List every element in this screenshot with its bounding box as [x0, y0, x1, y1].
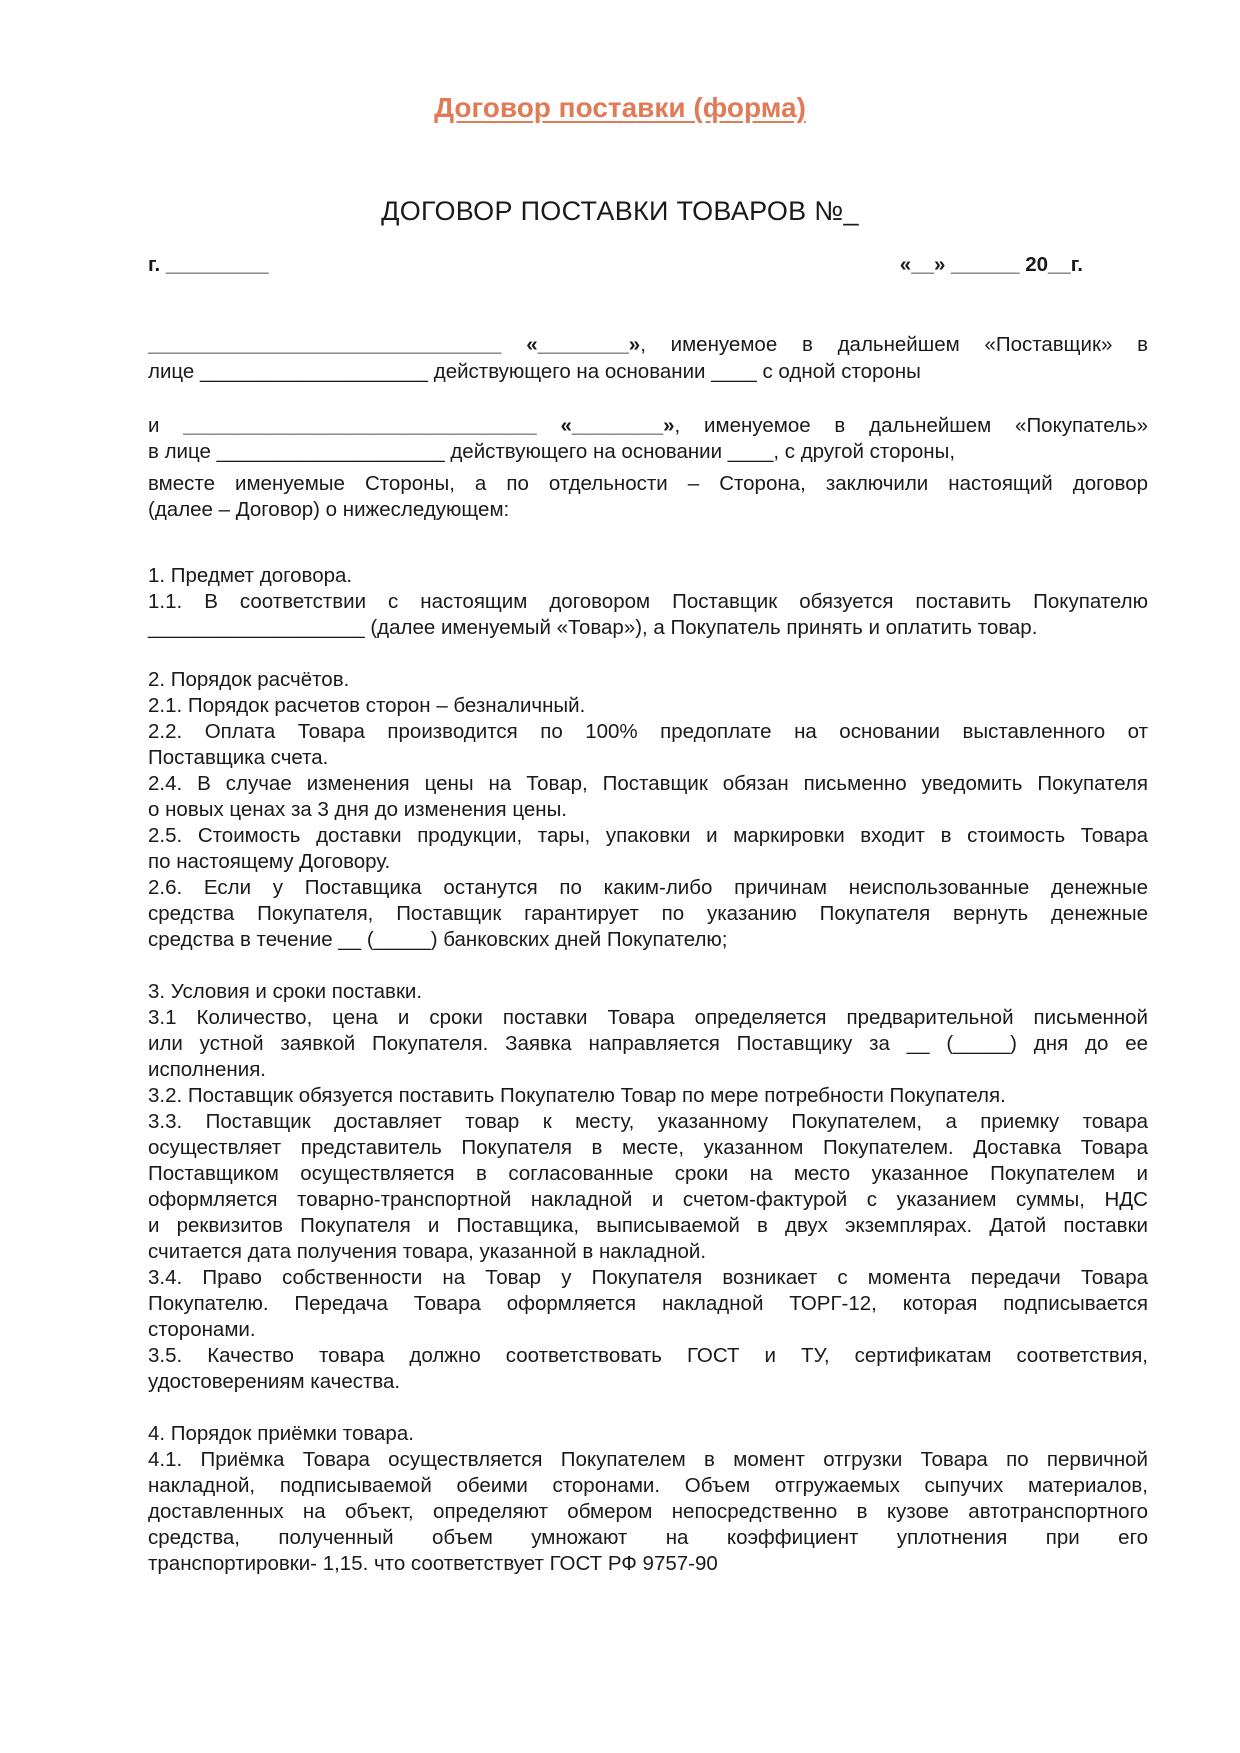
text-line: 4.1. Приёмка Товара осуществляется Покупателем в момент отгрузки Товара по первичной	[148, 1448, 1148, 1471]
text-line: средства, полученный объем умножают на коэффициент уплотнения при его	[148, 1526, 1148, 1549]
text-line: сторонами.	[148, 1318, 256, 1341]
text-line: 2.5. Стоимость доставки продукции, тары, упаковки и маркировки входит в стоимость Товара	[148, 824, 1148, 847]
text-line: транспортировки- 1,15. что соответствует ГОСТ РФ 9757-90	[148, 1552, 718, 1575]
and-prefix: и	[148, 414, 160, 437]
text-line: ___________________ (далее именуемый «Товар»), а Покупатель принять и оплатить товар.	[148, 616, 1038, 639]
text-line: по настоящему Договору.	[148, 850, 391, 873]
text-line: Поставщиком осуществляется в согласованные сроки на место указанное Покупателем и	[148, 1162, 1148, 1185]
text-line: 3.2. Поставщик обязуется поставить Покупателю Товар по мере потребности Покупателя.	[148, 1084, 1006, 1107]
text-line: 2.1. Порядок расчетов сторон – безналичный.	[148, 694, 586, 717]
text-line	[148, 413, 1148, 439]
text-line: средства в течение __ (_____) банковских дней Покупателю;	[148, 928, 728, 951]
text-line: 3.3. Поставщик доставляет товар к месту, указанному Покупателем, а приемку товара	[148, 1110, 1148, 1133]
buyer-name-blank: _______________________________	[183, 414, 537, 437]
text-line: 4. Порядок приёмки товара.	[148, 1422, 414, 1445]
text-line: вместе именуемые Стороны, а по отдельности – Сторона, заключили настоящий договор	[148, 472, 1148, 495]
text-line: лице ____________________ действующего на основании ____ с одной стороны	[148, 360, 921, 383]
text-line: 1. Предмет договора.	[148, 564, 353, 587]
text-line: осуществляет представитель Покупателя в месте, указанном Покупателем. Доставка Товара	[148, 1136, 1148, 1159]
text-line: или устной заявкой Покупателя. Заявка направляется Поставщику за __ (_____) дня до ее	[148, 1032, 1148, 1055]
text-line: 3.4. Право собственности на Товар у Покупателя возникает с момента передачи Товара	[148, 1266, 1148, 1289]
text-line: накладной, подписываемой обеими сторонами. Объем отгружаемых сыпучих материалов,	[148, 1474, 1148, 1497]
text-line: удостоверениям качества.	[148, 1370, 401, 1393]
text-line: 2.2. Оплата Товара производится по 100% предоплате на основании выставленного от	[148, 720, 1148, 743]
text-line	[148, 332, 1148, 358]
text-line: 1.1. В соответствии с настоящим договором Поставщик обязуется поставить Покупателю	[148, 590, 1148, 613]
text-line: доставленных на объект, определяют обмером непосредственно в кузове автотранспортного	[148, 1500, 1148, 1523]
text-line: в лице ____________________ действующего на основании ____, с другой стороны,	[148, 440, 956, 463]
supplier-short-name-blank: «________»	[526, 333, 641, 356]
text-line: о новых ценах за 3 дня до изменения цены.	[148, 798, 567, 821]
buyer-clause: , именуемое в дальнейшем «Покупатель»	[674, 414, 1148, 437]
text-line: оформляется товарно-транспортной накладной и счетом-фактурой с указанием суммы, НДС	[148, 1188, 1148, 1211]
text-line: (далее – Договор) о нижеследующем:	[148, 498, 510, 521]
supplier-clause: , именуемое в дальнейшем «Поставщик» в	[640, 333, 1148, 356]
text-line: Поставщика счета.	[148, 746, 329, 769]
text-line: 3. Условия и сроки поставки.	[148, 980, 423, 1003]
form-title-link[interactable]: Договор поставки (форма)	[434, 92, 806, 123]
date-field: «__» ______ 20__г.	[899, 253, 1083, 276]
buyer-short-name-blank: «________»	[560, 414, 675, 437]
text-line: средства Покупателя, Поставщик гарантирует по указанию Покупателя вернуть денежные	[148, 902, 1148, 925]
text-line: 2.4. В случае изменения цены на Товар, Поставщик обязан письменно уведомить Покупателя	[148, 772, 1148, 795]
text-line: 2. Порядок расчётов.	[148, 668, 350, 691]
text-line: 3.1 Количество, цена и сроки поставки Товара определяется предварительной письменной	[148, 1006, 1148, 1029]
text-line: 3.5. Качество товара должно соответствовать ГОСТ и ТУ, сертификатам соответствия,	[148, 1344, 1148, 1367]
text-line: 2.6. Если у Поставщика останутся по каким-либо причинам неиспользованные денежные	[148, 876, 1148, 899]
supplier-name-blank: _______________________________	[148, 333, 502, 356]
contract-title: ДОГОВОР ПОСТАВКИ ТОВАРОВ №_	[381, 196, 859, 226]
text-line: исполнения.	[148, 1058, 267, 1081]
city-field: г. _________	[148, 253, 269, 276]
text-line: и реквизитов Покупателя и Поставщика, выписываемой в двух экземплярах. Датой поставки	[148, 1214, 1148, 1237]
text-line: считается дата получения товара, указанной в накладной.	[148, 1240, 707, 1263]
text-line: Покупателю. Передача Товара оформляется накладной ТОРГ-12, которая подписывается	[148, 1292, 1148, 1315]
